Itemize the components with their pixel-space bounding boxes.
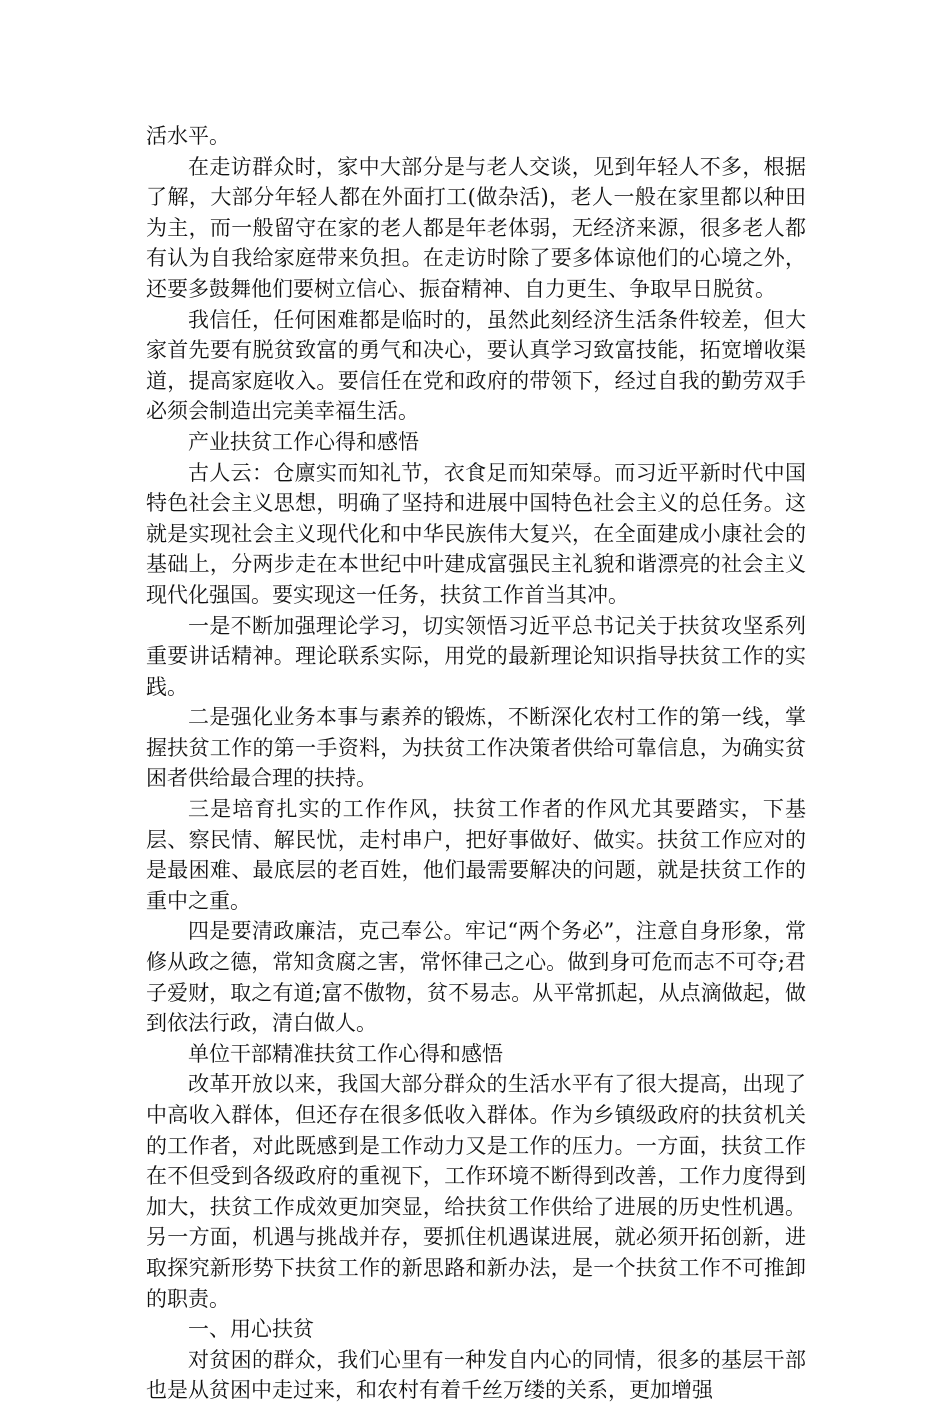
paragraph: 古人云：仓廪实而知礼节，衣食足而知荣辱。而习近平新时代中国特色社会主义思想，明确了坚持和进展中国特色社会主义的总任务。这就是实现社会主义现代化和中华民族伟大复兴，在全面建成小康社会的基础上，分两步走在本世纪中叶建成富强民主礼貌和谐漂亮的社会主义现代化强国。要实现这一任务，扶贫工作首当其冲。 <box>146 460 806 607</box>
paragraph: 二是强化业务本事与素养的锻炼，不断深化农村工作的第一线，掌握扶贫工作的第一手资料，为扶贫工作决策者供给可靠信息，为确实贫困者供给最合理的扶持。 <box>146 705 806 791</box>
paragraph: 改革开放以来，我国大部分群众的生活水平有了很大提高，出现了中高收入群体，但还存在很多低收入群体。作为乡镇级政府的扶贫机关的工作者，对此既感到是工作动力又是工作的压力。一方面，扶贫工作在不但受到各级政府的重视下，工作环境不断得到改善，工作力度得到加大，扶贫工作成效更加突显，给扶贫工作供给了进展的历史性机遇。另一方面，机遇与挑战并存，要抓住机遇谋进展，就必须开拓创新，进取探究新形势下扶贫工作的新思路和新办法，是一个扶贫工作不可推卸的职责。 <box>146 1072 806 1311</box>
subsection-heading: 一、用心扶贫 <box>188 1317 314 1342</box>
paragraph: 四是要清政廉洁，克己奉公。牢记“两个务必”，注意自身形象，常修从政之德，常知贪腐之害，常怀律己之心。做到身可危而志不可夺;君子爱财，取之有道;富不傲物，贫不易志。从平常抓起，从点滴做起，做到依法行政，清白做人。 <box>146 919 806 1036</box>
document-body <box>146 121 806 1406</box>
section-heading: 产业扶贫工作心得和感悟 <box>188 429 419 454</box>
paragraph: 对贫困的群众，我们心里有一种发自内心的同情，很多的基层干部也是从贫困中走过来，和农村有着千丝万缕的关系，更加增强 <box>146 1347 806 1403</box>
paragraph: 三是培育扎实的工作作风，扶贫工作者的作风尤其要踏实，下基层、察民情、解民忧，走村串户，把好事做好、做实。扶贫工作应对的是最困难、最底层的老百姓，他们最需要解决的问题，就是扶贫工作的重中之重。 <box>146 797 806 913</box>
section-heading: 单位干部精准扶贫工作心得和感悟 <box>188 1041 503 1066</box>
paragraph: 一是不断加强理论学习，切实领悟习近平总书记关于扶贫攻坚系列重要讲话精神。理论联系实际，用党的最新理论知识指导扶贫工作的实践。 <box>146 613 806 699</box>
paragraph: 在走访群众时，家中大部分是与老人交谈，见到年轻人不多，根据了解，大部分年轻人都在外面打工(做杂活)，老人一般在家里都以种田为主，而一般留守在家的老人都是年老体弱，无经济来源，很多老人都有认为自我给家庭带来负担。在走访时除了要多体谅他们的心境之外，还要多鼓舞他们要树立信心、振奋精神、自力更生、争取早日脱贫。 <box>146 154 806 301</box>
paragraph: 活水平。 <box>146 124 230 148</box>
paragraph: 我信任，任何困难都是临时的，虽然此刻经济生活条件较差，但大家首先要有脱贫致富的勇气和决心，要认真学习致富技能，拓宽增收渠道，提高家庭收入。要信任在党和政府的带领下，经过自我的勤劳双手必须会制造出完美幸福生活。 <box>146 307 806 424</box>
